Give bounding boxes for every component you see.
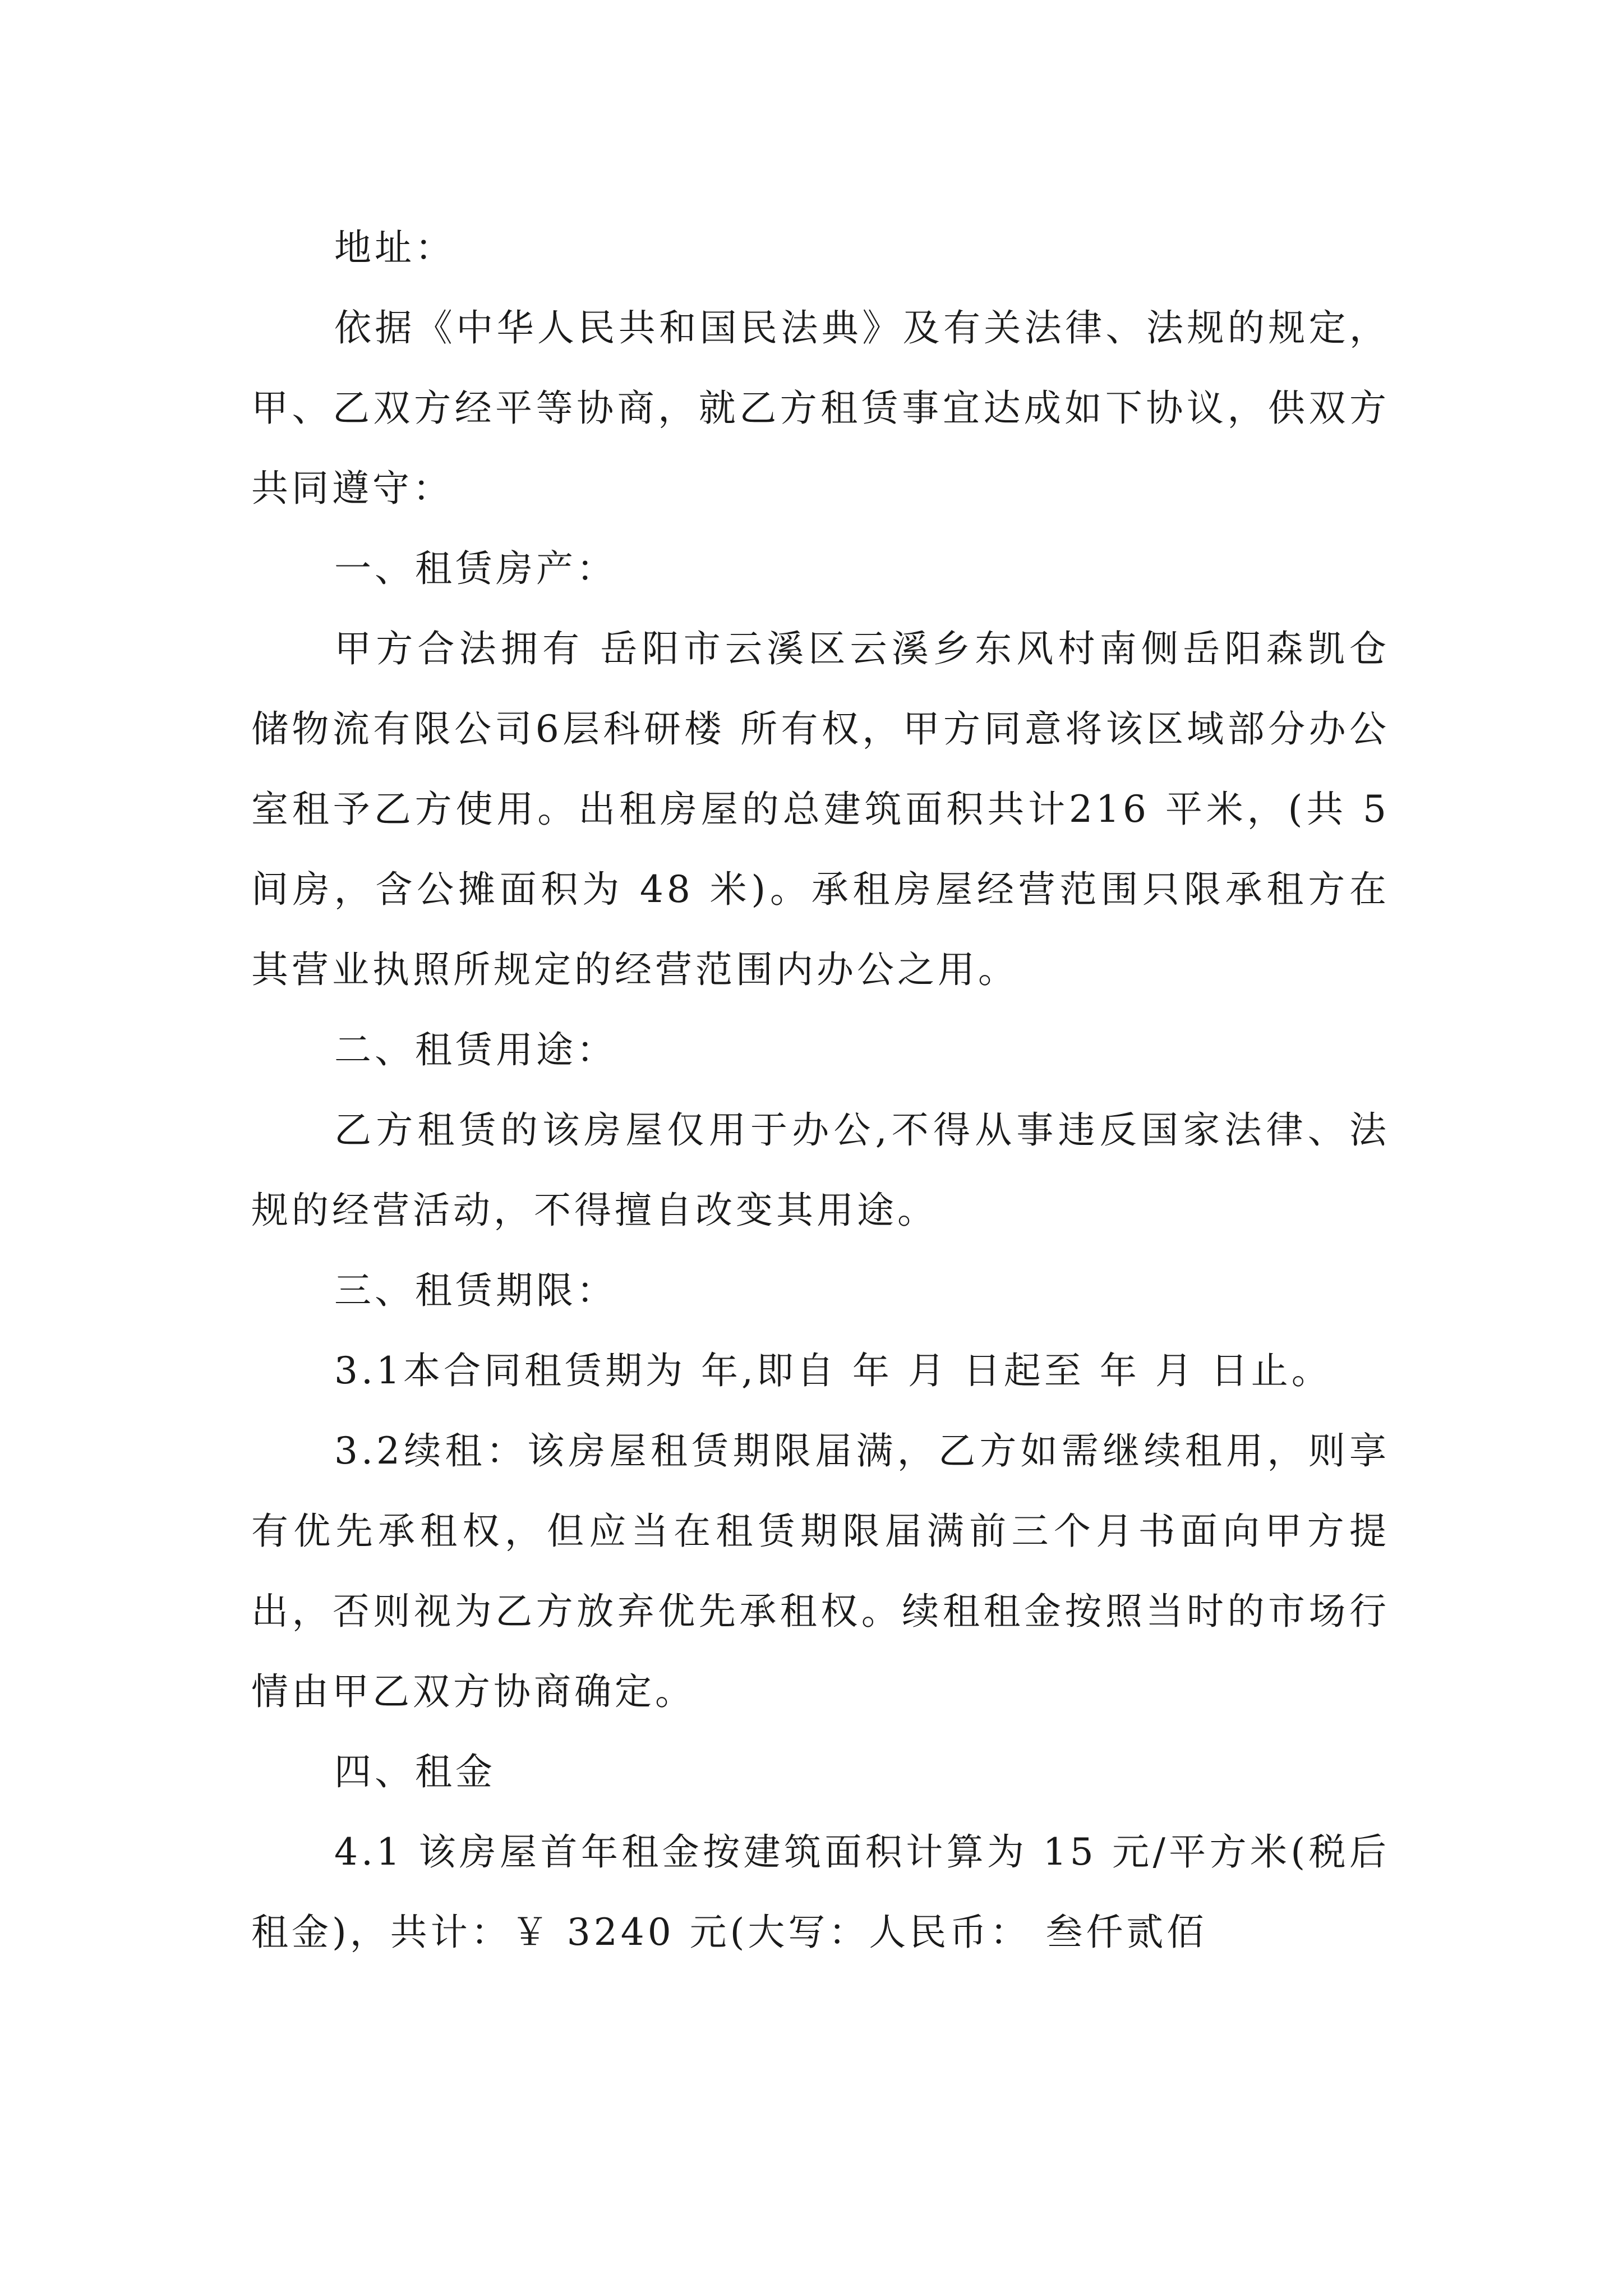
term-clause-3-1: 3.1本合同租赁期为 年,即自 年 月 日起至 年 月 日止。 [334, 1349, 1332, 1392]
term-clause-3-2: 3.2续租：该房屋租赁期限届满，乙方如需继续租用，则享有优先承租权，但应当在租赁期限届满前三个月书面向甲方提出，否则视为乙方放弃优先承租权。续租租金按照当时的市场行情由甲乙双方协商确定。 [251, 1429, 1390, 1713]
usage-paragraph: 乙方租赁的该房屋仅用于办公,不得从事违反国家法律、法规的经营活动，不得擅自改变其用途。 [251, 1108, 1390, 1232]
section-heading-usage: 二、租赁用途： [334, 1028, 617, 1071]
address-line: 地址： [334, 226, 455, 269]
section-heading-term: 三、租赁期限： [334, 1269, 617, 1312]
contract-body [251, 208, 1390, 1972]
property-paragraph: 甲方合法拥有 岳阳市云溪区云溪乡东风村南侧岳阳森凯仓储物流有限公司6层科研楼 所有权，甲方同意将该区域部分办公室租予乙方使用。出租房屋的总建筑面积共计216 平米，(共 5 间房，含公摊面积为 48 米)。承租房屋经营范围只限承租方在其营业执照所规定的经营范围内办公之用。 [251, 627, 1390, 991]
section-heading-property: 一、租赁房产： [334, 547, 617, 590]
rent-clause-4-1: 4.1 该房屋首年租金按建筑面积计算为 15 元/平方米(税后租金)，共计：￥ 3240 元(大写：人民币： 叁仟贰佰 [251, 1830, 1390, 1954]
preamble-paragraph: 依据《中华人民共和国民法典》及有关法律、法规的规定，甲、乙双方经平等协商，就乙方租赁事宜达成如下协议，供双方共同遵守： [251, 306, 1390, 510]
section-heading-rent: 四、租金 [334, 1750, 496, 1793]
